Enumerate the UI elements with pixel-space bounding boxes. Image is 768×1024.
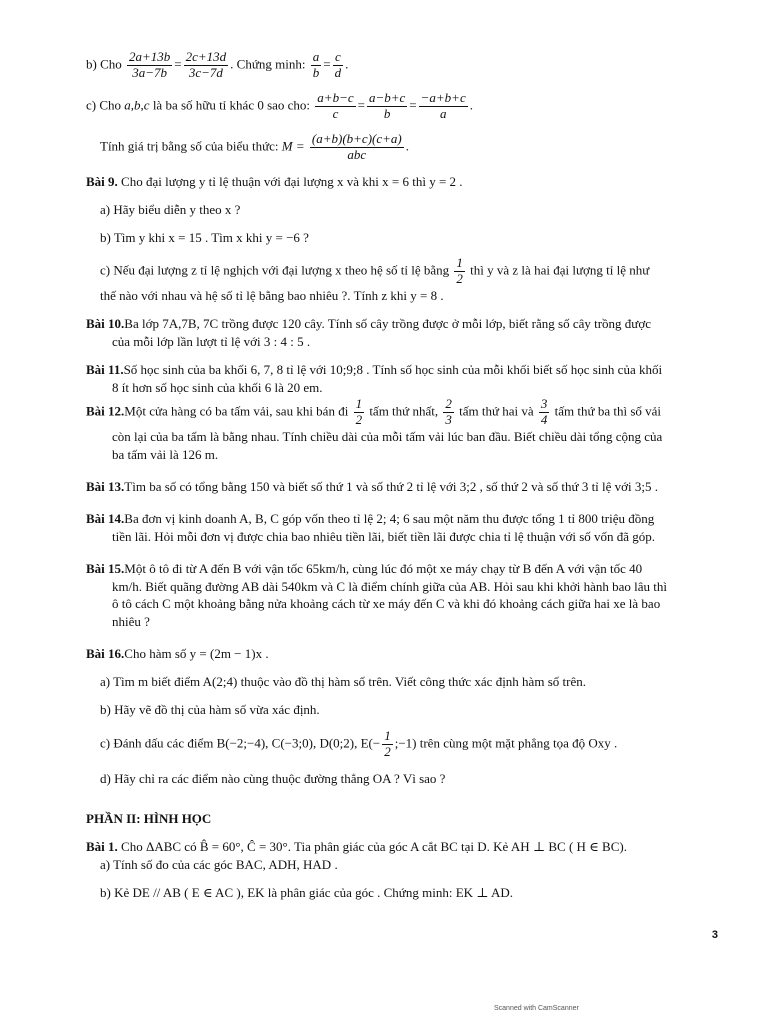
geometry-1: Bài 1. Cho ΔABC có B̂ = 60°, Ĉ = 30°. Tia phân giác của góc A cắt BC tại D. Kẻ AH ⊥ BC ( H ∈ BC).: [86, 838, 627, 854]
fraction: $\frac{1}{2}$: [384, 728, 391, 760]
problem-16d: d) Hãy chỉ ra các điểm nào cùng thuộc đường thẳng OA ? Vì sao ?: [100, 771, 446, 786]
fraction: $\frac{-a+b+c}{a}$: [420, 89, 466, 121]
problem-16: Bài 16.Cho hàm số y = (2m − 1)x .: [86, 646, 269, 662]
problem-16b: b) Hãy vẽ đồ thị của hàm số vừa xác định.: [100, 702, 320, 718]
fraction: $\frac{c}{d}$: [334, 49, 342, 80]
fraction: $\frac{(a+b)(b+c)(c+a)}{\text{abc}}$: [311, 130, 402, 162]
problem-8c-expression: Tính giá trị bằng số của biểu thức: M = $\frac{(a+b)(b+c)(c+a)}{\text{abc}}$ .: [100, 130, 409, 162]
problem-9c-cont: thế nào với nhau và hệ số tỉ lệ bằng bao nhiêu ?. Tính z khi y = 8 .: [100, 288, 444, 304]
problem-13: Bài 13.Tìm ba số có tổng bằng 150 và biết số thứ 1 và số thứ 2 tỉ lệ với 3;2 , số thứ 2 và số thứ 3 tỉ lệ với 3;5 .: [86, 478, 659, 494]
problem-8c: c) Cho a,b,c là ba số hữu tỉ khác 0 sao cho: $\frac{a+b-c}{c}$ = $\frac{a-b+c}{b}$ = $\frac{-a+b+c}{a}$ .: [86, 89, 473, 121]
problem-11-cont: 8 ít hơn số học sinh của khối 6 là 20 em.: [112, 380, 323, 396]
fraction: $\frac{2a+13b}{3a-7b}$: [129, 49, 171, 80]
geometry-1b: b) Kẻ DE // AB ( E ∈ AC ), EK là phân giác của góc . Chứng minh: EK ⊥ AD.: [100, 884, 514, 900]
fraction: $\frac{a+b-c}{c}$: [317, 89, 354, 121]
problem-11: Bài 11.Số học sinh của ba khối 6, 7, 8 tỉ lệ với 10;9;8 . Tính số học sinh của mỗi khối biết số học sinh của khối: [86, 362, 663, 378]
fraction: $\frac{a}{b}$: [312, 49, 320, 80]
problem-16a: a) Tìm m biết điểm A(2;4) thuộc vào đồ thị hàm số trên. Viết công thức xác định hàm số trên.: [100, 674, 586, 690]
problem-15: Bài 15.Một ô tô đi từ A đến B với vận tốc 65km/h, cùng lúc đó một xe máy chạy từ B đến A với vận tốc 40: [86, 560, 643, 576]
problem-14: Bài 14.Ba đơn vị kinh doanh A, B, C góp vốn theo tỉ lệ 2; 4; 6 sau một năm thu được tổng 1 tỉ 800 triệu đồng: [86, 510, 655, 526]
problem-15-cont-2: ô tô cách C một khoảng bằng nửa khoảng cách từ xe máy đến C và khi đó khoảng cách giữa hai xe là bao: [112, 596, 661, 612]
page-content: [86, 50, 726, 902]
problem-15-cont: km/h. Biết quãng đường AB dài 540km và C là điểm chính giữa của AB. Hỏi sau khi khởi hành bao lâu thì: [112, 578, 667, 594]
problem-9c: c) Nếu đại lượng z tỉ lệ nghịch với đại lượng x theo hệ số tỉ lệ bằng $\frac{1}{2}$ thì y và z là hai đại lượng tỉ lệ như: [100, 255, 650, 287]
problem-9a: a) Hãy biểu diễn y theo x ?: [100, 201, 241, 217]
problem-8b: b) Cho $\frac{2a+13b}{3a-7b}$ = $\frac{2c+13d}{3c-7d}$ . Chứng minh: $\frac{a}{b}$ = $\frac{c}{d}$ .: [86, 49, 349, 80]
fraction: $\frac{1}{2}$: [355, 396, 363, 427]
scanner-watermark: Scanned with CamScanner: [494, 1005, 579, 1012]
problem-16c: c) Đánh dấu các điểm B(−2;−4), C(−3;0), D(0;2), E(− $\frac{1}{2}$ ;−1) trên cùng một mặt phẳng tọa độ Oxy .: [100, 728, 618, 760]
section-heading: PHẦN II: HÌNH HỌC: [86, 810, 212, 826]
problem-14-cont: tiền lãi. Hỏi mỗi đơn vị được chia bao nhiêu tiền lãi, biết tiền lãi được chia tỉ lệ thuận với số vốn đã góp.: [112, 528, 656, 544]
geometry-1a: a) Tính số đo của các góc BAC, ADH, HAD .: [100, 856, 338, 872]
problem-10: Bài 10.Ba lớp 7A,7B, 7C trồng được 120 cây. Tính số cây trồng được ở mỗi lớp, biết rằng số cây trồng được: [86, 316, 651, 332]
problem-10-cont: của mỗi lớp lần lượt tỉ lệ với 3 : 4 : 5 .: [112, 334, 311, 350]
problem-9b: b) Tìm y khi x = 15 . Tìm x khi y = −6 ?: [100, 229, 309, 245]
fraction: $\frac{1}{2}$: [456, 255, 463, 287]
problem-12-cont-2: ba tấm vải là 126 m.: [112, 446, 219, 462]
fraction: $\frac{3}{4}$: [540, 396, 548, 427]
problem-12-cont: còn lại của ba tấm là bằng nhau. Tính chiều dài của mỗi tấm vải lúc ban đầu. Biết chiều dài tổng cộng của: [112, 428, 663, 444]
fraction: $\frac{2c+13d}{3c-7d}$: [185, 49, 227, 80]
problem-9-title: Bài 9. Cho đại lượng y tỉ lệ thuận với đại lượng x và khi x = 6 thì y = 2 .: [86, 173, 463, 189]
fraction: $\frac{2}{3}$: [445, 396, 452, 427]
problem-15-cont-3: nhiêu ?: [112, 614, 150, 630]
page-number: 3: [711, 929, 718, 941]
fraction: $\frac{a-b+c}{b}$: [368, 89, 406, 121]
problem-12: Bài 12.Một cửa hàng có ba tấm vải, sau khi bán đi $\frac{1}{2}$ tấm thứ nhất, $\frac{2}{3}$ tấm thứ hai và $\frac{3}{4}$ tấm thứ ba thì số vải: [86, 396, 662, 427]
